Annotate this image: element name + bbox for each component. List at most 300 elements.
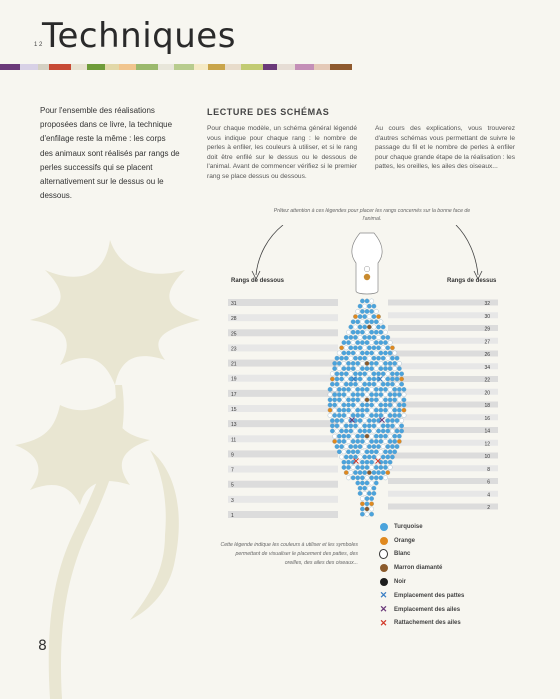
bead [369,450,373,454]
bead [367,470,371,474]
bead [397,366,401,370]
bead [346,387,350,391]
bead [372,356,376,360]
bead [342,361,346,365]
bead [399,377,403,381]
bead [358,304,362,308]
bead [360,502,364,506]
bead [330,429,334,433]
color-dot [380,564,388,572]
bead [388,460,392,464]
color-bar-segment [241,64,263,70]
bead [335,377,339,381]
bead [337,413,341,417]
bead [362,356,366,360]
bead [349,424,353,428]
legend-label: Rattachement des ailes [394,620,461,627]
bead [402,392,406,396]
color-swatch [379,564,388,573]
bead [362,429,366,433]
bead [369,465,373,469]
bead [346,398,350,402]
bead [372,429,376,433]
bead [383,403,387,407]
row-number-left: 13 [231,422,237,429]
bead [390,356,394,360]
bead [330,377,334,381]
row-strip-left [228,299,338,306]
bead [356,387,360,391]
bead [351,340,355,344]
bead [369,476,373,480]
bead [335,382,339,386]
bead [360,351,364,355]
bead [356,403,360,407]
bead [337,361,341,365]
bead [388,340,392,344]
bead [335,356,339,360]
bead [379,465,383,469]
cross-icon: ✕ [379,590,388,601]
bead [365,512,369,516]
bead [379,361,383,365]
bead [342,340,346,344]
bead [356,481,360,485]
bead [335,444,339,448]
bead [383,351,387,355]
bead [346,408,350,412]
bead [353,372,357,376]
bead [351,408,355,412]
bead [351,392,355,396]
color-bar-segment [263,64,277,70]
bead [381,429,385,433]
bead [365,340,369,344]
bead [358,325,362,329]
color-bar-segment [277,64,295,70]
cross-icon: ✕ [379,617,388,628]
bead [358,491,362,495]
bead [351,450,355,454]
row-strip-left [228,466,338,473]
bead [365,450,369,454]
bead [381,382,385,386]
bead [390,424,394,428]
bead [369,460,373,464]
bead-schema-diagram [228,225,498,525]
cross-icon: ✕ [379,604,388,615]
bead [374,361,378,365]
bead [379,413,383,417]
row-number-right: 27 [484,339,490,346]
bead [390,372,394,376]
row-number-right: 20 [484,390,490,397]
bead [342,450,346,454]
bead [356,340,360,344]
bead [374,320,378,324]
head-outline [352,233,382,294]
color-bar-segment [158,64,174,70]
legend-label: Emplacement des pattes [394,592,465,599]
bead [383,366,387,370]
bead [339,346,343,350]
bead [351,351,355,355]
bead [351,387,355,391]
bead [362,424,366,428]
bead [360,413,364,417]
arrow-left-line [256,225,283,275]
bead [360,392,364,396]
row-number-right: 16 [484,415,490,422]
bead [386,346,390,350]
row-number-left: 19 [231,376,237,383]
bead [402,408,406,412]
bead [346,361,350,365]
bead [356,476,360,480]
bead [395,356,399,360]
bead [339,429,343,433]
bead [379,434,383,438]
bead [346,439,350,443]
bead [332,398,336,402]
bead [379,387,383,391]
bead [388,366,392,370]
bead [395,444,399,448]
bead [342,460,346,464]
bead [388,450,392,454]
bead [358,356,362,360]
row-number-left: 7 [231,467,234,474]
bead [395,382,399,386]
bead [388,408,392,412]
legend-label: Turquoise [394,523,423,530]
bead [349,325,353,329]
color-legend [379,520,519,630]
bead [397,392,401,396]
bead [372,418,376,422]
bead [374,330,378,334]
bead [335,372,339,376]
row-strip-right [388,478,498,484]
row-number-right: 34 [484,364,490,371]
bead [390,377,394,381]
bead [365,481,369,485]
bead [339,372,343,376]
bead [369,340,373,344]
bead [365,465,369,469]
bead [358,335,362,339]
bead [339,424,343,428]
row-strip-right [388,338,498,344]
legend-label: Emplacement des ailes [394,606,461,613]
row-strip-left [228,344,338,351]
bead [344,335,348,339]
row-number-right: 22 [484,377,490,384]
row-number-left: 15 [231,407,237,413]
legend-item [379,589,519,603]
bead [372,304,376,308]
bead [356,351,360,355]
bead [388,403,392,407]
bead [402,413,406,417]
bead [379,340,383,344]
bead [351,403,355,407]
bead [379,408,383,412]
bead [379,476,383,480]
bead [369,512,373,516]
row-strip-right [388,312,498,318]
bead [383,460,387,464]
bead [365,460,369,464]
bead [393,351,397,355]
bead [351,465,355,469]
page-number: 8 [38,638,47,654]
title-tick: 1 2 [34,42,43,48]
bead [356,309,360,313]
bead [328,387,332,391]
bead [360,496,364,500]
bead [367,356,371,360]
bead [360,309,364,313]
bead [374,450,378,454]
bead [351,361,355,365]
bead [402,403,406,407]
bead [358,486,362,490]
bead [369,299,373,303]
row-strip-right [388,351,498,357]
bead [353,346,357,350]
bead [360,481,364,485]
bead [344,346,348,350]
legend-label: Marron diamanté [394,565,443,572]
bead [376,372,380,376]
bead [360,476,364,480]
bead [349,356,353,360]
color-bar-segment [225,64,241,70]
bead [360,408,364,412]
legend-note: Cette légende indique les couleurs à utiliser et les symboles permettant de visualiser le placement des pattes, des oreilles, des ailes des oiseaux... [220,542,358,566]
bead [342,366,346,370]
bead [342,403,346,407]
bead [335,429,339,433]
bead [360,366,364,370]
bead [351,434,355,438]
bead [346,403,350,407]
row-strip-left [228,496,338,503]
bead [346,460,350,464]
bead [356,450,360,454]
legend-item [379,534,519,548]
bead [358,429,362,433]
bead [374,340,378,344]
bead [351,476,355,480]
bead [372,335,376,339]
bead [344,470,348,474]
bead [344,372,348,376]
bead [395,424,399,428]
bead [346,413,350,417]
bead [381,335,385,339]
bead [372,372,376,376]
bead [358,314,362,318]
color-bar-segment [119,64,137,70]
bead [360,320,364,324]
bead [344,356,348,360]
bead [386,444,390,448]
bead [372,444,376,448]
bead [376,314,380,318]
bead [362,304,366,308]
bead [360,460,364,464]
bead [390,444,394,448]
row-strip-right [388,465,498,471]
bead [356,398,360,402]
head-bead [364,266,370,272]
bead [379,398,383,402]
bead [353,314,357,318]
bead [330,418,334,422]
bead [367,325,371,329]
bead [362,418,366,422]
bead [369,439,373,443]
color-bar-segment [71,64,87,70]
bead [353,335,357,339]
bead [388,465,392,469]
bead [346,465,350,469]
bead [381,455,385,459]
bead [332,439,336,443]
bead [339,444,343,448]
bead [328,413,332,417]
color-bar-segment [0,64,20,70]
row-strip-left [228,390,338,397]
bead [344,424,348,428]
bead [337,403,341,407]
arrow-right-line [456,225,478,275]
row-number-right: 2 [487,505,490,511]
bead [337,398,341,402]
bead [332,387,336,391]
bead [365,434,369,438]
row-number-right: 8 [487,466,490,473]
bead [332,392,336,396]
bead [372,382,376,386]
bead [376,429,380,433]
bead [369,330,373,334]
bead [362,444,366,448]
row-number-left: 9 [231,452,234,459]
legend-label: Orange [394,537,416,544]
bead [374,434,378,438]
row-number-left: 3 [231,497,234,504]
intro-paragraph [40,104,180,203]
bead [339,377,343,381]
bead [337,387,341,391]
bead [337,439,341,443]
bead [360,439,364,443]
bead [358,470,362,474]
bead [349,455,353,459]
bead [360,403,364,407]
bead [353,470,357,474]
bead [397,361,401,365]
bead [383,387,387,391]
bead [337,392,341,396]
bead [376,346,380,350]
bead [388,361,392,365]
bead [381,325,385,329]
bead [388,392,392,396]
color-bar-segment [194,64,208,70]
bead [358,346,362,350]
bead [346,330,350,334]
bead [337,434,341,438]
bead [356,392,360,396]
bead [383,361,387,365]
bead [388,413,392,417]
bead [399,424,403,428]
bead [344,444,348,448]
bead [393,450,397,454]
row-number-right: 32 [484,301,490,307]
row-strip-right [388,300,498,306]
color-dot [380,523,388,531]
bead [342,434,346,438]
bead [344,455,348,459]
bead [360,330,364,334]
bead [332,413,336,417]
color-bar-segment [105,64,119,70]
bead [365,309,369,313]
bead [335,424,339,428]
bead [367,491,371,495]
bead [397,439,401,443]
bead [390,418,394,422]
bead [365,502,369,506]
bead [381,444,385,448]
bead [337,450,341,454]
bead [362,372,366,376]
bead [393,392,397,396]
bead [353,325,357,329]
bead [386,335,390,339]
bead [393,434,397,438]
bead [360,299,364,303]
bead [386,429,390,433]
bead [383,434,387,438]
bead [393,403,397,407]
bead [342,392,346,396]
bead [372,486,376,490]
bead [399,382,403,386]
bead [328,398,332,402]
bead [332,403,336,407]
bead [383,408,387,412]
row-number-right: 26 [484,352,490,358]
bead [367,444,371,448]
bead [379,366,383,370]
color-dot [380,537,388,545]
bead [365,439,369,443]
bead [395,377,399,381]
bead [383,330,387,334]
bead [358,444,362,448]
bead [362,314,366,318]
bead [393,387,397,391]
color-swatch [379,550,388,559]
bead [390,346,394,350]
bead [379,403,383,407]
